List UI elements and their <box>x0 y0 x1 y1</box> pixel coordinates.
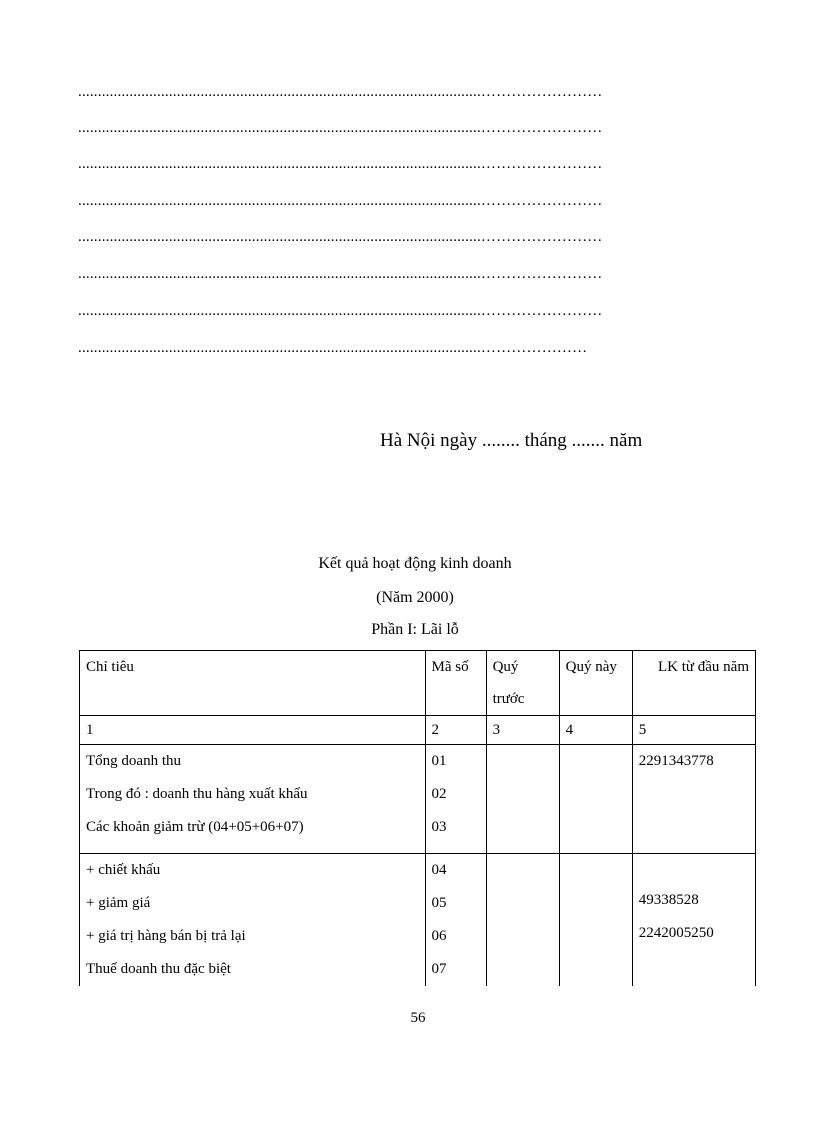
dotted-line: ......................................................................................................…………………… <box>78 303 603 319</box>
dotted-line: ......................................................................................................…………………… <box>78 84 603 100</box>
dotted-line: ......................................................................................................…………………… <box>78 266 603 282</box>
quy-nay-cell <box>559 854 632 987</box>
column-number: 5 <box>632 716 755 745</box>
lk-value: 49338528 <box>638 892 699 908</box>
quy-truoc-cell <box>486 854 559 987</box>
dotted-line: ......................................................................................................…………………… <box>78 156 603 172</box>
row-label: Các khoản giảm trừ (04+05+06+07) <box>86 819 304 835</box>
report-title: Kết quả hoạt động kinh doanh <box>318 555 512 572</box>
lk-value: 2291343778 <box>638 753 714 769</box>
date-line: Hà Nội ngày ........ tháng ....... năm <box>380 430 643 451</box>
row-code: 04 <box>431 862 447 878</box>
column-number: 2 <box>425 716 486 745</box>
column-number-row <box>80 716 756 745</box>
quy-nay-cell <box>559 745 632 854</box>
row-label: + giảm giá <box>86 895 151 911</box>
quy-truoc-cell <box>486 745 559 854</box>
row-code: 07 <box>431 961 447 977</box>
column-number: 4 <box>559 716 632 745</box>
header-lk-tu-dau-nam: LK từ đầu năm <box>632 651 755 716</box>
column-number: 1 <box>80 716 426 745</box>
table-row <box>80 745 756 854</box>
row-code: 05 <box>431 895 447 911</box>
row-label: + giá trị hàng bán bị trả lại <box>86 928 246 944</box>
row-codes <box>425 745 486 854</box>
row-label: + chiết khấu <box>86 862 161 878</box>
dotted-line: ......................................................................................................…………………… <box>78 193 603 209</box>
page-number: 56 <box>410 1010 426 1026</box>
table-row <box>80 854 756 987</box>
row-labels <box>80 854 426 987</box>
row-labels <box>80 745 426 854</box>
lk-value: 2242005250 <box>638 925 714 941</box>
dotted-line: ......................................................................................................…………………… <box>78 120 603 136</box>
header-ma-so: Mã số <box>425 651 486 716</box>
row-code: 03 <box>431 819 447 835</box>
dotted-line: ......................................................................................................…………………… <box>78 229 603 245</box>
row-code: 02 <box>431 786 447 802</box>
profit-loss-table <box>79 650 756 986</box>
report-year: (Năm 2000) <box>376 589 454 606</box>
row-label: Tổng doanh thu <box>86 753 181 769</box>
header-quy-nay: Quý này <box>559 651 632 716</box>
table-header-row <box>80 651 756 716</box>
row-codes <box>425 854 486 987</box>
header-chi-tieu: Chỉ tiêu <box>80 651 426 716</box>
lk-cell <box>632 745 755 854</box>
header-quy-truoc: Quý trước <box>486 651 559 716</box>
dotted-line: ......................................................................................................………………… <box>78 340 588 356</box>
row-label: Thuế doanh thu đặc biệt <box>86 961 231 977</box>
row-label: Trong đó : doanh thu hàng xuất khẩu <box>86 786 308 802</box>
lk-cell <box>632 854 755 987</box>
row-code: 06 <box>431 928 447 944</box>
column-number: 3 <box>486 716 559 745</box>
row-code: 01 <box>431 753 447 769</box>
section-title: Phần I: Lãi lỗ <box>371 621 459 638</box>
